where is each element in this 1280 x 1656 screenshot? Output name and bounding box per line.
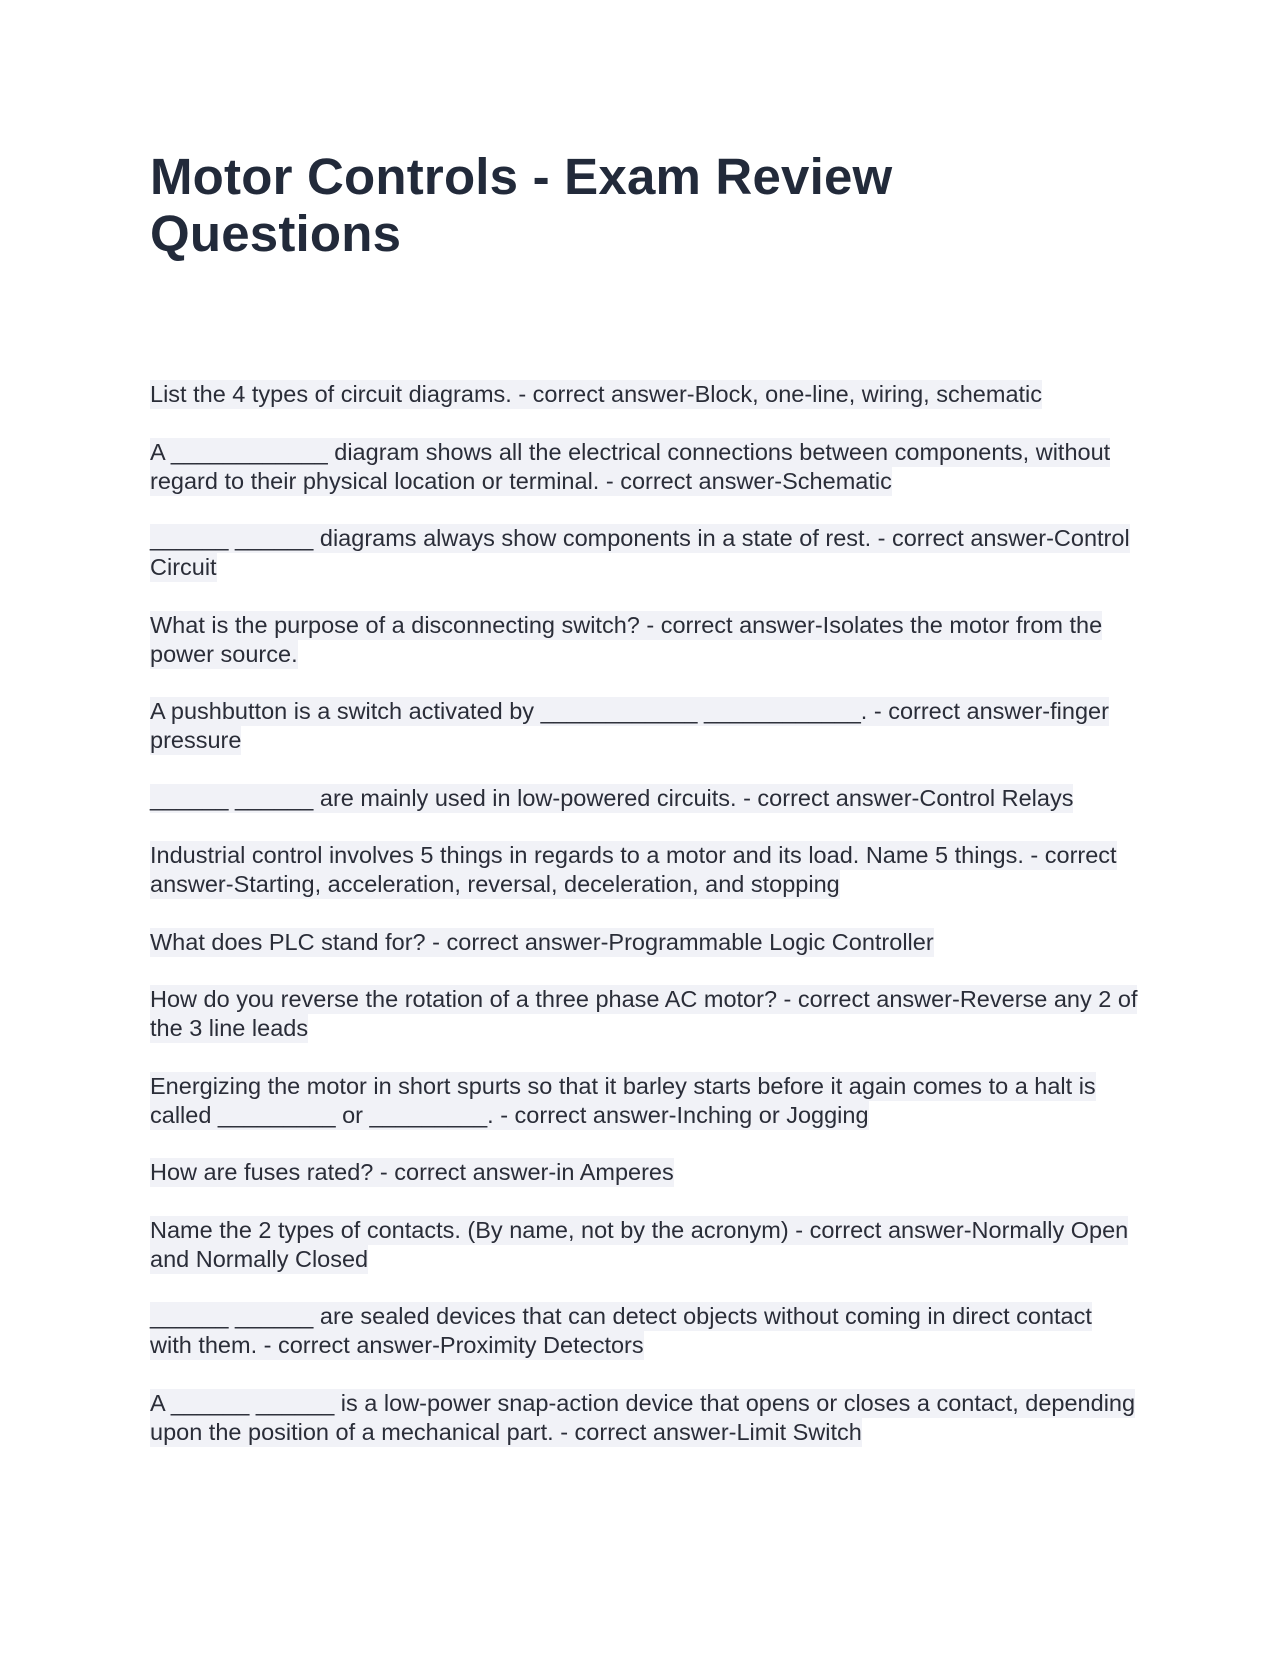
question-item <box>150 928 1140 957</box>
question-item <box>150 1389 1140 1447</box>
question-text: How are fuses rated? - correct answer-in Amperes <box>150 1159 674 1185</box>
question-text: What does PLC stand for? - correct answer-Programmable Logic Controller <box>150 928 934 955</box>
question-text: A pushbutton is a switch activated by ____________ ____________. - correct answer-finger pressure <box>150 698 1109 753</box>
question-item <box>150 524 1140 582</box>
question-item <box>150 380 1140 409</box>
question-item <box>150 611 1140 669</box>
question-text: Name the 2 types of contacts. (By name, not by the acronym) - correct answer-Normally Open and Normally Closed <box>150 1216 1129 1272</box>
question-item <box>150 697 1140 755</box>
question-text: ______ ______ are mainly used in low-powered circuits. - correct answer-Control Relays <box>150 784 1074 811</box>
document-page <box>150 148 1140 1475</box>
document-title: Motor Controls - Exam Review Questions <box>150 148 893 262</box>
question-text: ______ ______ are sealed devices that can detect objects without coming in direct contact with them. - correct answer-Proximity Detectors <box>150 1303 1092 1358</box>
question-text: Industrial control involves 5 things in regards to a motor and its load. Name 5 things. - correct answer-Starting, acceleration, reversal, deceleration, and stopping <box>150 842 1117 897</box>
question-item <box>150 784 1140 813</box>
question-item <box>150 438 1140 496</box>
question-list <box>150 380 1140 1447</box>
question-item <box>150 985 1140 1043</box>
question-text: A ____________ diagram shows all the electrical connections between components, without regard to their physical location or terminal. - correct answer-Schematic <box>150 438 1111 494</box>
question-item <box>150 1302 1140 1360</box>
question-item <box>150 1158 1140 1187</box>
question-text: What is the purpose of a disconnecting switch? - correct answer-Isolates the motor from the power source. <box>150 611 1103 667</box>
question-text: How do you reverse the rotation of a three phase AC motor? - correct answer-Reverse any 2 of the 3 line leads <box>150 986 1138 1041</box>
question-text: List the 4 types of circuit diagrams. - correct answer-Block, one-line, wiring, schematic <box>150 381 1043 407</box>
question-item <box>150 1216 1140 1274</box>
question-item <box>150 1072 1140 1130</box>
question-text: ______ ______ diagrams always show components in a state of rest. - correct answer-Control Circuit <box>150 525 1130 580</box>
question-text: Energizing the motor in short spurts so that it barley starts before it again comes to a halt is called _________ or _________. - correct answer-Inching or Jogging <box>150 1072 1096 1128</box>
question-item <box>150 841 1140 899</box>
question-text: A ______ ______ is a low-power snap-action device that opens or closes a contact, depending upon the position of a mechanical part. - correct answer-Limit Switch <box>150 1389 1136 1445</box>
